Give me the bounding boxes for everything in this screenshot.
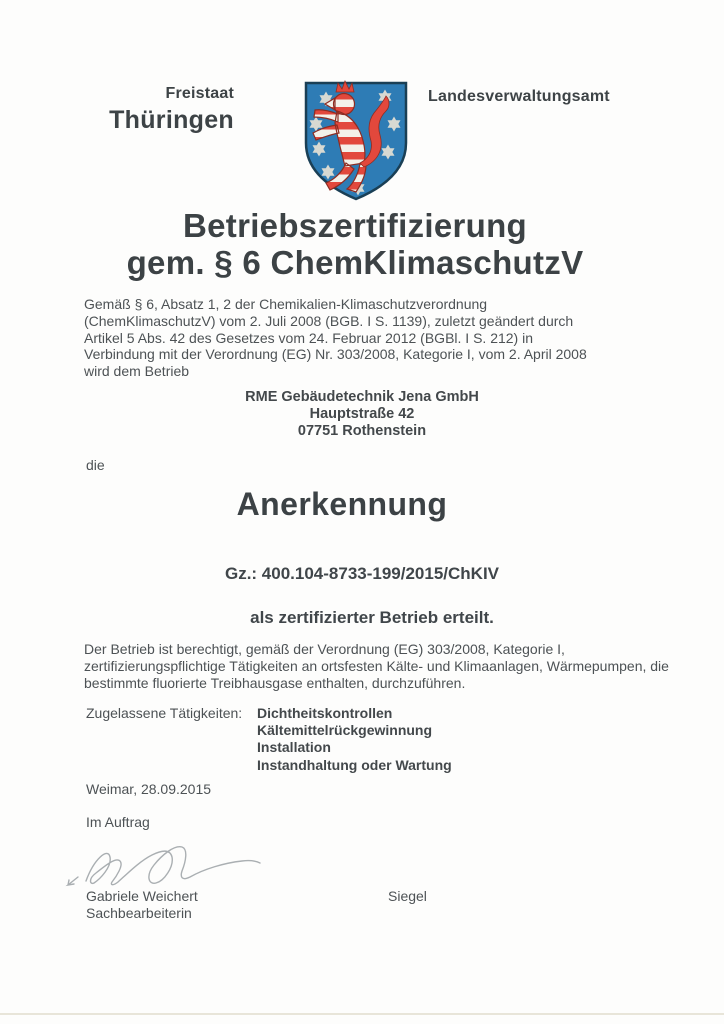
activity-item: Instandhaltung oder Wartung xyxy=(257,756,452,773)
company-city: 07751 Rothenstein xyxy=(297,423,427,439)
file-reference: Gz.: 400.104-8733-199/2015/ChKIV xyxy=(224,564,500,583)
issuing-state-block xyxy=(70,85,234,135)
article-word: die xyxy=(86,457,105,473)
company-street: Hauptstraße 42 xyxy=(309,406,415,422)
scan-artifact-line xyxy=(0,1013,724,1015)
entitlement-paragraph: Der Betrieb ist berechtigt, gemäß der Verordnung (EG) 303/2008, Kategorie I, zertifizierungspflichtige Tätigkeiten an ortsfesten Kälte- und Klimaanlagen, Wärmepumpen, die bestimmte fluorierte Treibhausgase enthalten, durchzuführen. xyxy=(84,641,669,691)
activities-list xyxy=(257,705,452,774)
state-label-thueringen: Thüringen xyxy=(109,106,234,134)
company-address-block xyxy=(0,389,724,440)
activity-item: Installation xyxy=(257,739,331,756)
on-behalf-label: Im Auftrag xyxy=(86,814,150,830)
legal-basis-paragraph: Gemäß § 6, Absatz 1, 2 der Chemikalien-Klimaschutzverordnung (ChemKlimaschutzV) vom 2. Juli 2008 (BGB. I S. 1139), zuletzt geändert durch Artikel 5 Abs. 42 des Gesetzes vom 24. Februar 2012 (BGBl. I S. 212) in Verbindung mit der Verordnung (EG) Nr. 303/2008, Kategorie I, vom 2. April 2008 wird dem Betrieb xyxy=(84,296,587,380)
signature-scribble xyxy=(64,833,264,891)
document-title-line1: Betriebszertifizierung xyxy=(183,207,527,244)
seal-label: Siegel xyxy=(388,888,427,904)
signer-role: Sachbearbeiterin xyxy=(86,904,192,921)
document-title-line2: gem. § 6 ChemKlimaschutzV xyxy=(126,244,584,281)
company-name: RME Gebäudetechnik Jena GmbH xyxy=(245,389,479,405)
place-and-date: Weimar, 28.09.2015 xyxy=(86,781,212,797)
signer-block xyxy=(86,888,198,921)
activity-item: Kältemittelrückgewinnung xyxy=(257,722,433,739)
thuringia-coat-of-arms-icon xyxy=(300,79,412,203)
award-title: Anerkennung xyxy=(236,486,448,522)
grant-statement: als zertifizierter Betrieb erteilt. xyxy=(250,608,494,627)
authority-name: Landesverwaltungsamt xyxy=(428,88,610,105)
signer-name: Gabriele Weichert xyxy=(86,888,198,904)
document-title xyxy=(0,207,710,281)
activities-label: Zugelassene Tätigkeiten: xyxy=(86,705,243,721)
activity-item: Dichtheitskontrollen xyxy=(257,705,393,721)
state-label-freistaat: Freistaat xyxy=(165,85,234,102)
